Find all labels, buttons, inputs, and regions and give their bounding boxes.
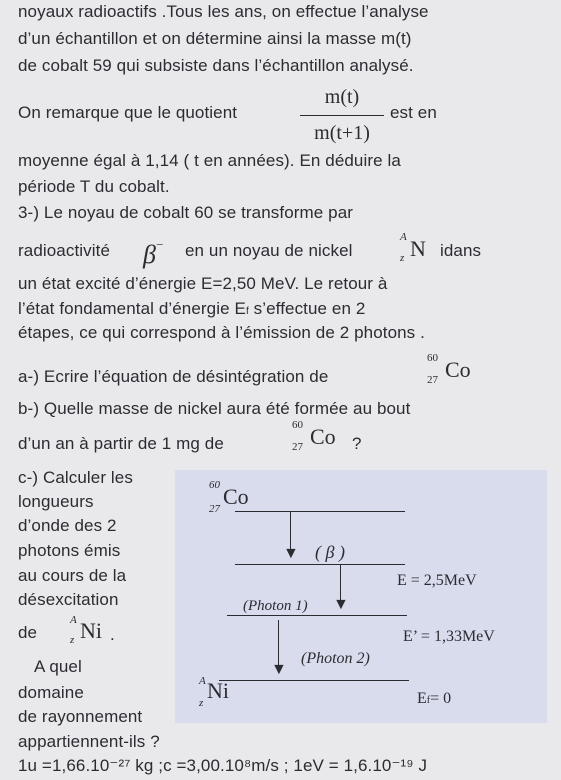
text-nickel-nuclide: A z Ni . xyxy=(70,614,115,646)
cobalt-nuclide-symbol-b: 60 27 Co xyxy=(292,419,336,453)
text-line-11: étapes, ce qui correspond à l’émission de 2 photons . xyxy=(18,323,425,342)
text-line-12: a-) Ecrire l’équation de désintégration de xyxy=(18,367,329,386)
text-c5: au cours de la xyxy=(18,566,127,585)
text-line-8b: en un noyau de nickel xyxy=(185,241,353,260)
excited-level-line xyxy=(235,564,405,565)
text-line-4b: est en xyxy=(390,103,437,122)
fraction-bar xyxy=(300,115,384,116)
text-line-3: de cobalt 59 qui subsiste dans l’échantillon analysé. xyxy=(18,56,414,75)
diagram-beta-label: ( β ) xyxy=(315,542,345,562)
text-line-1: noyaux radioactifs .Tous les ans, on effectue l’analyse xyxy=(18,2,429,21)
text-line-6: période T du cobalt. xyxy=(18,177,170,196)
photon1-arrow-head: ▼ xyxy=(333,596,349,613)
text-line-2: d’un échantillon et on détermine ainsi la masse m(t) xyxy=(18,29,412,48)
diagram-cobalt-label: 60 27 Co xyxy=(209,479,249,515)
beta-symbol: β− xyxy=(143,237,164,269)
quotient-fraction xyxy=(300,86,384,145)
cobalt-level-line xyxy=(235,511,405,512)
text-line-14b: ? xyxy=(352,434,362,453)
diagram-photon2-label: (Photon 2) xyxy=(301,650,370,667)
energy-level-diagram xyxy=(175,470,547,723)
diagram-ef-label: Ef= 0 xyxy=(417,690,452,707)
photon2-arrow-head: ▼ xyxy=(271,661,287,678)
cobalt-nuclide-symbol-a: 60 27 Co xyxy=(427,352,471,386)
intermediate-level-line xyxy=(227,615,407,616)
diagram-photon1-label: (Photon 1) xyxy=(243,598,308,614)
text-c2: longueurs xyxy=(18,492,94,511)
text-line-13: b-) Quelle masse de nickel aura été formée au bout xyxy=(18,399,411,418)
text-c6: désexcitation xyxy=(18,590,119,609)
diagram-e-label: E = 2,5MeV xyxy=(397,572,477,589)
fraction-numerator: m(t) xyxy=(324,86,360,108)
text-line-14a: d’un an à partir de 1 mg de xyxy=(18,434,224,453)
text-line-10: l’état fondamental d’énergie Ef s’effectue en 2 xyxy=(18,299,366,318)
text-c4: photons émis xyxy=(18,541,121,560)
text-c7: de xyxy=(18,623,38,642)
text-line-5: moyenne égal à 1,14 ( t en années). En déduire la xyxy=(18,151,401,170)
text-line-8a: radioactivité xyxy=(18,241,111,260)
text-c8: A quel xyxy=(34,657,82,676)
beta-arrow-head: ▼ xyxy=(283,545,299,562)
text-c10: de rayonnement xyxy=(18,707,143,726)
text-c1: c-) Calculer les xyxy=(18,468,133,487)
fraction-denominator: m(t+1) xyxy=(314,122,370,144)
text-c3: d’onde des 2 xyxy=(18,516,117,535)
text-c11: appartiennent-ils ? xyxy=(18,732,160,751)
text-c9: domaine xyxy=(18,683,84,702)
text-line-4a: On remarque que le quotient xyxy=(18,103,238,122)
text-line-7: 3-) Le noyau de cobalt 60 se transforme par xyxy=(18,203,354,222)
diagram-nickel-label: A z Ni xyxy=(199,675,229,709)
text-line-8c: idans xyxy=(440,241,482,260)
nickel-nuclide-symbol: A z N xyxy=(400,231,426,264)
diagram-e2-label: E’ = 1,33MeV xyxy=(403,628,495,645)
text-last-line: 1u =1,66.10⁻²⁷ kg ;c =3,00.10⁸m/s ; 1eV = 1,6.10⁻¹⁹ J xyxy=(18,756,428,775)
text-line-9: un état excité d’énergie E=2,50 MeV. Le retour à xyxy=(18,274,388,293)
